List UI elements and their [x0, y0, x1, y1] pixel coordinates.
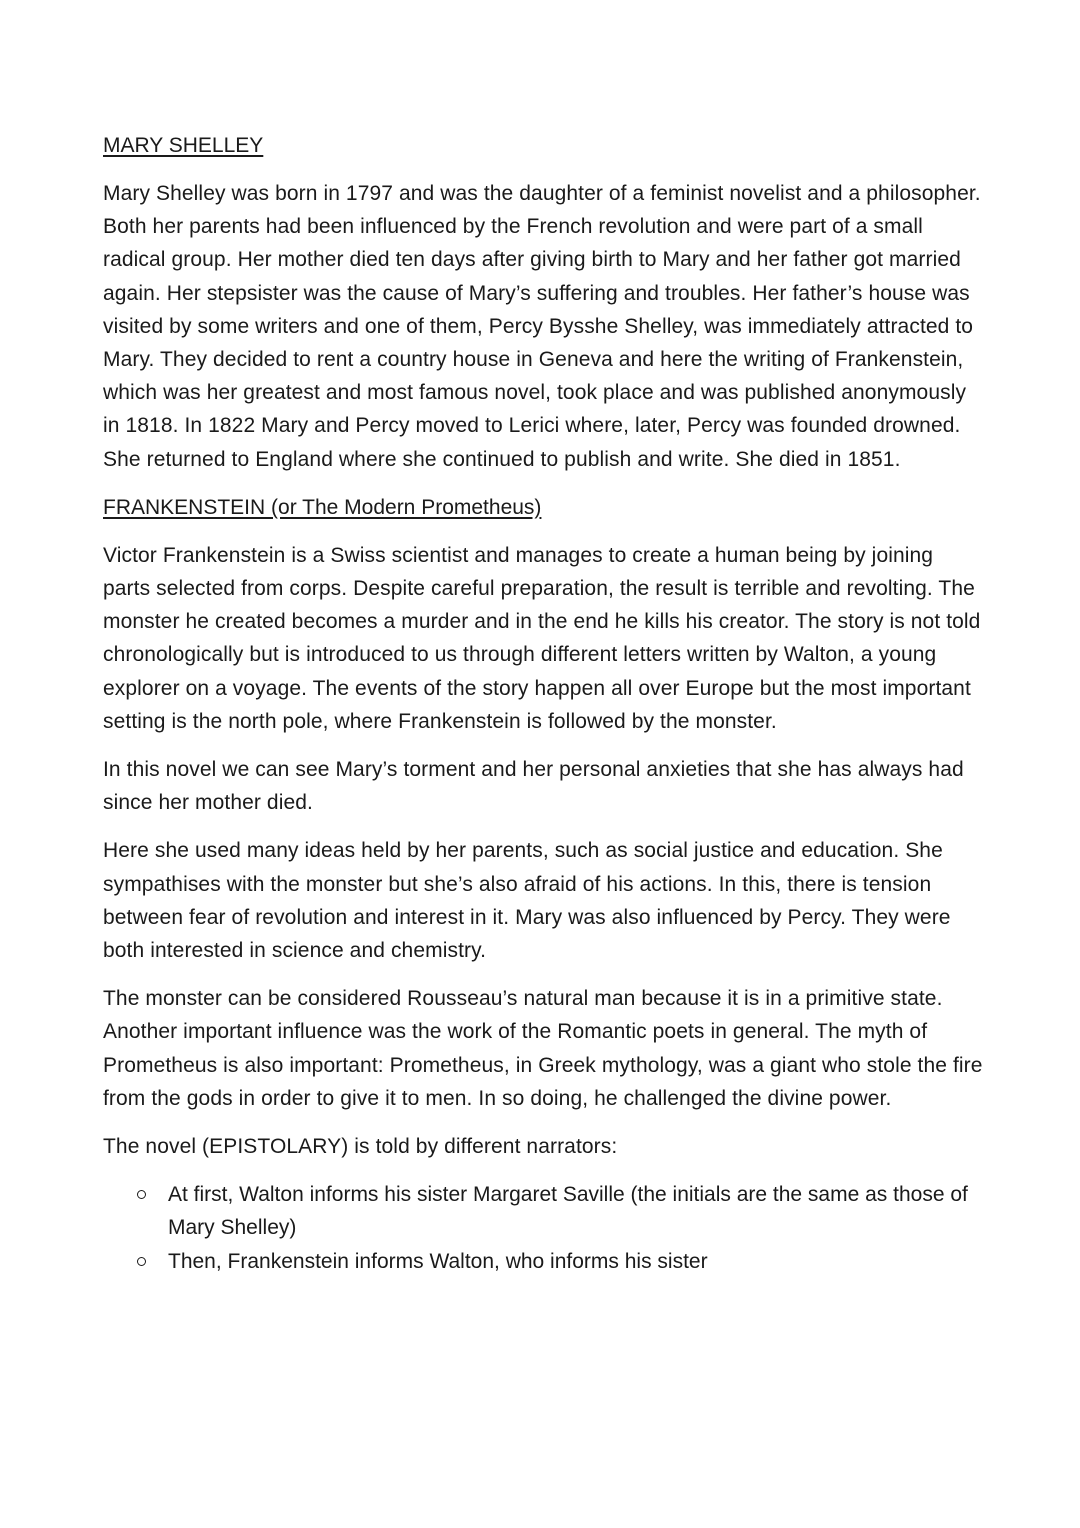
- influences-paragraph: Here she used many ideas held by her parents, such as social justice and education. She sympathises with the monster but she’s also afraid of his actions. In this, there is tension between fear of revolution and interest in it. Mary was also influenced by Percy. They were both interested in science and chemistry.: [103, 839, 951, 963]
- document-content: [103, 129, 983, 1278]
- list-item-text: Then, Frankenstein informs Walton, who informs his sister: [168, 1249, 708, 1273]
- hollow-circle-bullet-icon: [137, 1190, 146, 1199]
- list-item-text: At first, Walton informs his sister Margaret Saville (the initials are the same as those of Mary Shelley): [168, 1183, 968, 1240]
- prometheus-paragraph: The monster can be considered Rousseau’s natural man because it is in a primitive state. Another important influence was the work of the Romantic poets in general. The myth of Prometheus is also important: Prometheus, in Greek mythology, was a giant who stole the fire from the gods in order to give it to men. In so doing, he challenged the divine power.: [103, 987, 983, 1110]
- narrators-intro-paragraph: The novel (EPISTOLARY) is told by different narrators:: [103, 1135, 618, 1159]
- section-heading-frankenstein: FRANKENSTEIN (or The Modern Prometheus): [103, 495, 542, 519]
- hollow-circle-bullet-icon: [137, 1257, 146, 1266]
- biography-paragraph: Mary Shelley was born in 1797 and was the daughter of a feminist novelist and a philosopher. Both her parents had been influenced by the French revolution and were part of a small radical group. Her mother died ten days after giving birth to Mary and her father got married again. Her stepsister was the cause of Mary’s suffering and troubles. Her father’s house was visited by some writers and one of them, Percy Bysshe Shelley, was immediately attracted to Mary. They decided to rent a country house in Geneva and here the writing of Frankenstein, which was her greatest and most famous novel, took place and was published anonymously in 1818. In 1822 Mary and Percy moved to Lerici where, later, Percy was founded drowned. She returned to England where she continued to publish and write. She died in 1851.: [103, 182, 981, 471]
- section-heading-mary-shelley: MARY SHELLEY: [103, 134, 264, 157]
- narrators-list: [103, 1178, 983, 1278]
- torment-paragraph: In this novel we can see Mary’s torment and her personal anxieties that she has always had since her mother died.: [103, 758, 964, 815]
- list-item: [168, 1245, 983, 1278]
- plot-paragraph: Victor Frankenstein is a Swiss scientist and manages to create a human being by joining parts selected from corps. Despite careful preparation, the result is terrible and revolting. The monster he created becomes a murder and in the end he kills his creator. The story is not told chronologically but is introduced to us through different letters written by Walton, a young explorer on a voyage. The events of the story happen all over Europe but the most important setting is the north pole, where Frankenstein is followed by the monster.: [103, 543, 981, 733]
- list-item: [168, 1178, 983, 1244]
